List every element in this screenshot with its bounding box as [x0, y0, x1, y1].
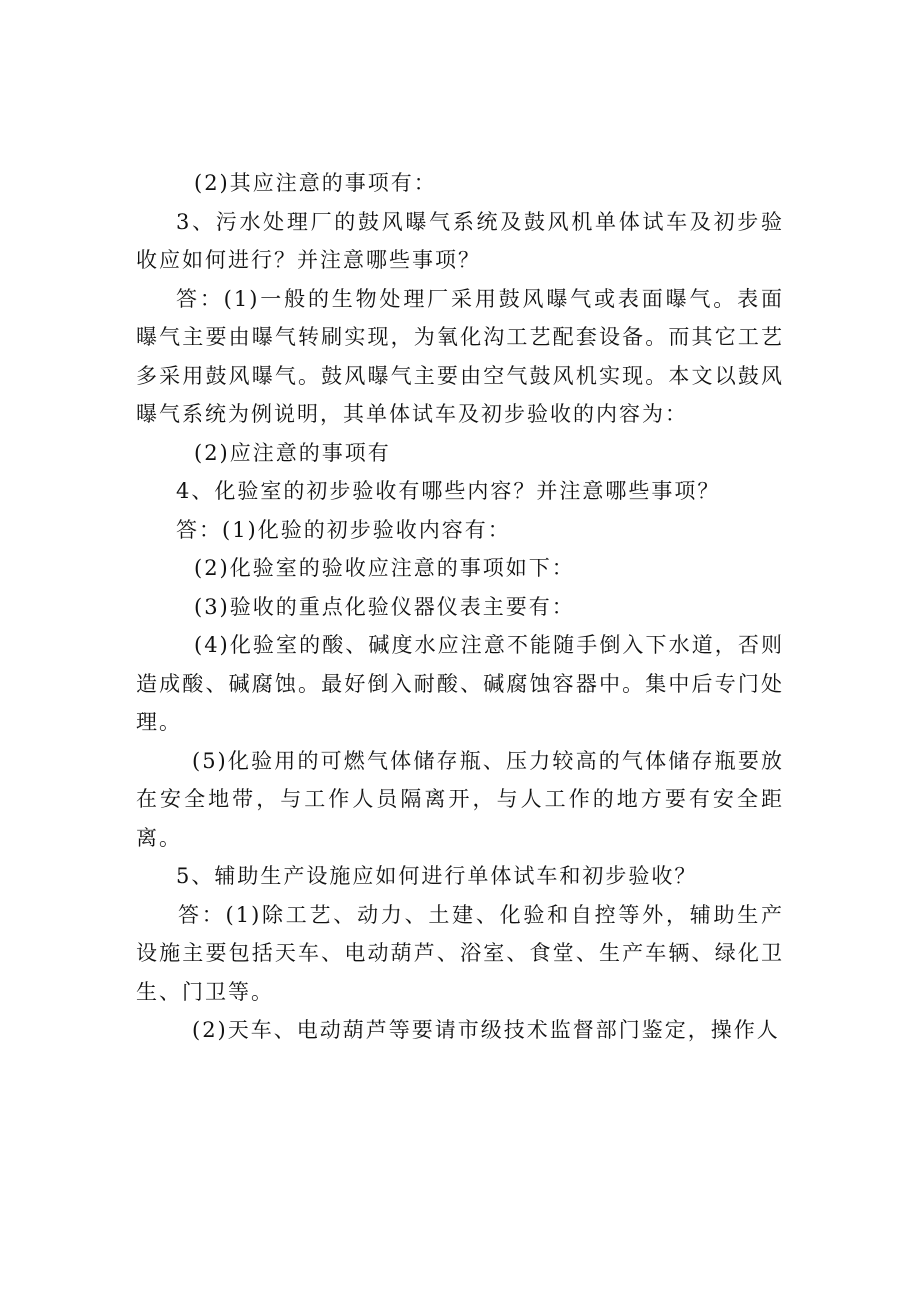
answer-4-1: 答：(1)化验的初步验收内容有： [176, 517, 511, 542]
answer-4-5: (5)化验用的可燃气体储存瓶、压力较高的气体储存瓶要放在安全地带，与工作人员隔离开，与人工作的地方要有安全距离。 [136, 748, 784, 850]
question-5: 5、辅助生产设施应如何进行单体试车和初步验收？ [176, 864, 698, 888]
answer-5-1: 答：(1)除工艺、动力、土建、化验和自控等外，辅助生产设施主要包括天车、电动葫芦、浴室、食堂、生产车辆、绿化卫生、门卫等。 [136, 902, 784, 1004]
answer-4-4: (4)化验室的酸、碱度水应注意不能随手倒入下水道，否则造成酸、碱腐蚀。最好倒入耐酸、碱腐蚀容器中。集中后专门处理。 [136, 633, 784, 734]
question-4: 4、化验室的初步验收有哪些内容？并注意哪些事项？ [176, 479, 721, 503]
answer-3-2: (2)应注意的事项有 [194, 440, 391, 465]
document-body [136, 164, 784, 1050]
paragraph-section-2-2: (2)其应注意的事项有： [194, 171, 437, 195]
answer-3-1: 答：(1)一般的生物处理厂采用鼓风曝气或表面曝气。表面曝气主要由曝气转刷实现，为氧化沟工艺配套设备。而其它工艺多采用鼓风曝气。鼓风曝气主要由空气鼓风机实现。本文以鼓风曝气系统为例说明，其单体试车及初步验收的内容为： [136, 286, 784, 426]
answer-5-2: (2)天车、电动葫芦等要请市级技术监督部门鉴定，操作人 [192, 1018, 780, 1042]
question-3: 3、污水处理厂的鼓风曝气系统及鼓风机单体试车及初步验收应如何进行？并注意哪些事项？ [136, 209, 784, 272]
answer-4-3: (3)验收的重点化验仪器仪表主要有： [194, 594, 575, 619]
answer-4-2: (2)化验室的验收应注意的事项如下： [194, 556, 575, 580]
